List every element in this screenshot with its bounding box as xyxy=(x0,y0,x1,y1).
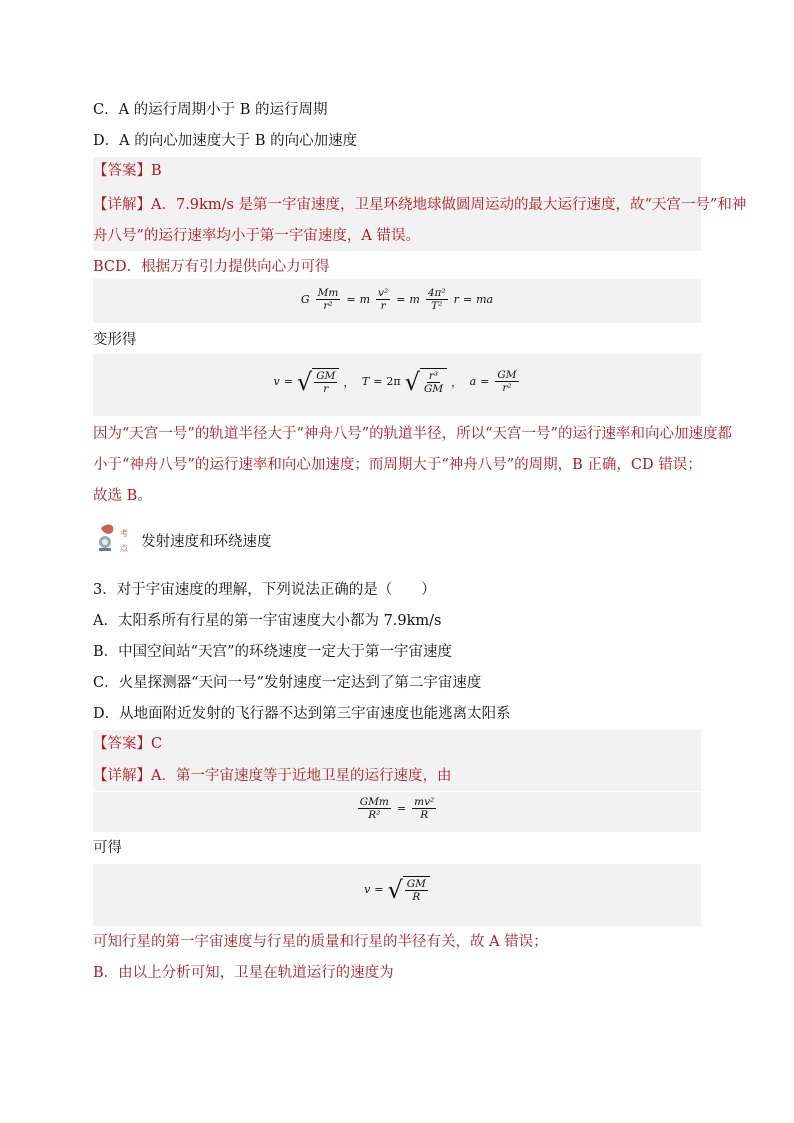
answer-q3: 【答案】C xyxy=(93,736,163,752)
deform-label: 变形得 xyxy=(93,332,137,348)
velocity-formula: v = √ $\frac{GM}{R}$ xyxy=(93,876,701,903)
formula-box-2 xyxy=(93,354,701,416)
derived-formulas: v = √ $\frac{GM}{r}$ ， T = 2π √ $\frac{\text{r³}}{GM}$ ， a = $\frac{GM}{\text{r²}}$ xyxy=(273,367,517,396)
choose-b: 故选 B。 xyxy=(93,488,152,504)
analysis-b: B．由以上分析可知，卫星在轨道运行的速度为 xyxy=(93,965,394,981)
q3-option-d: D．从地面附近发射的飞行器不达到第三宇宙速度也能逃离太阳系 xyxy=(93,706,511,722)
q3-option-a: A．太阳系所有行星的第一宇宙速度大小都为 7.9km/s xyxy=(93,613,442,629)
formula-box-4 xyxy=(93,864,701,926)
can-get-label: 可得 xyxy=(93,840,122,856)
answer-q2: 【答案】B xyxy=(93,163,162,179)
option-d: D．A 的向心加速度大于 B 的向心加速度 xyxy=(93,133,358,149)
badge-char-2: 点 xyxy=(120,544,128,553)
bcd-intro: BCD．根据万有引力提供向心力可得 xyxy=(93,259,330,275)
option-c: C．A 的运行周期小于 B 的运行周期 xyxy=(93,102,328,118)
q3-option-b: B．中国空间站“天宫”的环绕速度一定大于第一宇宙速度 xyxy=(93,644,452,660)
first-cosmic-formula: $\frac{\text{GMm}}{\text{R²}}$ = $\frac{\text{mv²}}{R}$ xyxy=(359,796,435,821)
topic-title: 发射速度和环绕速度 xyxy=(141,534,272,550)
formula-box-1 xyxy=(93,279,701,323)
badge-char-1: 考 xyxy=(120,529,128,538)
detail-q2-line1: 【详解】A．7.9km/s 是第一宇宙速度，卫星环绕地球做圆周运动的最大运行速度，故“天宫一号”和神 xyxy=(93,197,747,213)
because-line1: 因为“天宫一号”的轨道半径大于“神舟八号”的轨道半径，所以“天宫一号”的运行速率和向心加速度都 xyxy=(93,426,732,442)
gravitation-formula: G $\frac{Mm}{\text{r²}}$ = m $\frac{\text{v²}}{r}$ = m $\frac{\text{4π²}}{\text{T²}}$ r = ma xyxy=(300,287,494,312)
because-line2: 小于“神舟八号”的运行速率和向心加速度；而周期大于“神舟八号”的周期，B 正确，CD 错误； xyxy=(93,457,702,473)
topic-badge-icon xyxy=(93,522,135,562)
detail-q2-line2: 舟八号”的运行速率均小于第一宇宙速度，A 错误。 xyxy=(93,228,420,244)
q3-stem: 3．对于宇宙速度的理解，下列说法正确的是（ ） xyxy=(93,582,436,598)
detail-q3-line1: 【详解】A．第一宇宙速度等于近地卫星的运行速度，由 xyxy=(93,768,452,784)
formula-box-3 xyxy=(93,792,701,832)
q3-option-c: C．火星探测器“天问一号”发射速度一定达到了第二宇宙速度 xyxy=(93,675,482,691)
conclusion-a: 可知行星的第一宇宙速度与行星的质量和行星的半径有关，故 A 错误； xyxy=(93,934,548,950)
